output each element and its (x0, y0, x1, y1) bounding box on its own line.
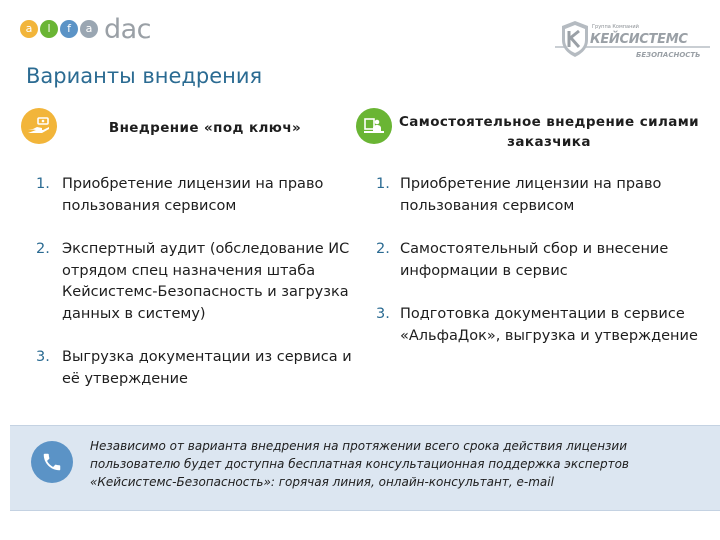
alfadoc-logo (20, 14, 151, 44)
step-text: Подготовка документации в сервисе «АльфаДок», выгрузка и утверждение (400, 306, 698, 344)
logo-letter: a (20, 20, 38, 38)
step-number: 1. (376, 176, 390, 192)
list-item (36, 239, 352, 325)
brand-subtitle: БЕЗОПАСНОСТЬ (636, 51, 701, 59)
person-laptop-icon (356, 108, 392, 144)
left-column-title: Внедрение «под ключ» (108, 120, 302, 136)
list-item (376, 174, 700, 217)
step-number: 3. (376, 306, 390, 322)
step-text: Выгрузка документации из сервиса и её утверждение (62, 349, 352, 387)
step-number: 3. (36, 349, 50, 365)
step-text: Приобретение лицензии на право пользования сервисом (400, 176, 662, 214)
logo-letter: a (80, 20, 98, 38)
right-steps-list (376, 174, 700, 369)
step-text: Самостоятельный сбор и внесение информации в сервис (400, 241, 669, 279)
brand-name: КЕЙСИСТЕМС (590, 32, 688, 47)
phone-icon (31, 441, 73, 483)
brand-group-text: Группа Компаний (592, 24, 639, 30)
hand-money-icon (21, 108, 57, 144)
shield-icon (560, 20, 590, 58)
list-item (36, 347, 352, 390)
right-column-title: Самостоятельное внедрение силами заказчика (398, 114, 700, 150)
step-text: Экспертный аудит (обследование ИС отрядом спец назначения штаба Кейсистемс-Безопасность и загрузка данных в систему) (62, 241, 350, 322)
step-text: Приобретение лицензии на право пользования сервисом (62, 176, 324, 214)
step-number: 2. (376, 241, 390, 257)
list-item (36, 174, 352, 217)
step-number: 1. (36, 176, 50, 192)
list-item (376, 239, 700, 282)
support-note-text: Независимо от варианта внедрения на протяжении всего срока действия лицензии пользователю будет доступна бесплатная консультационная поддержка экспертов «Кейсистемс-Безопасность»: горячая линия, онлайн-консультант, e-mail (90, 439, 629, 489)
step-number: 2. (36, 241, 50, 257)
logo-letter: l (40, 20, 58, 38)
list-item (376, 304, 700, 347)
left-steps-list (36, 174, 352, 412)
logo-word: dac (104, 13, 152, 45)
page-title: Варианты внедрения (26, 64, 263, 88)
logo-letter: f (60, 20, 78, 38)
keysystems-logo (560, 20, 700, 70)
